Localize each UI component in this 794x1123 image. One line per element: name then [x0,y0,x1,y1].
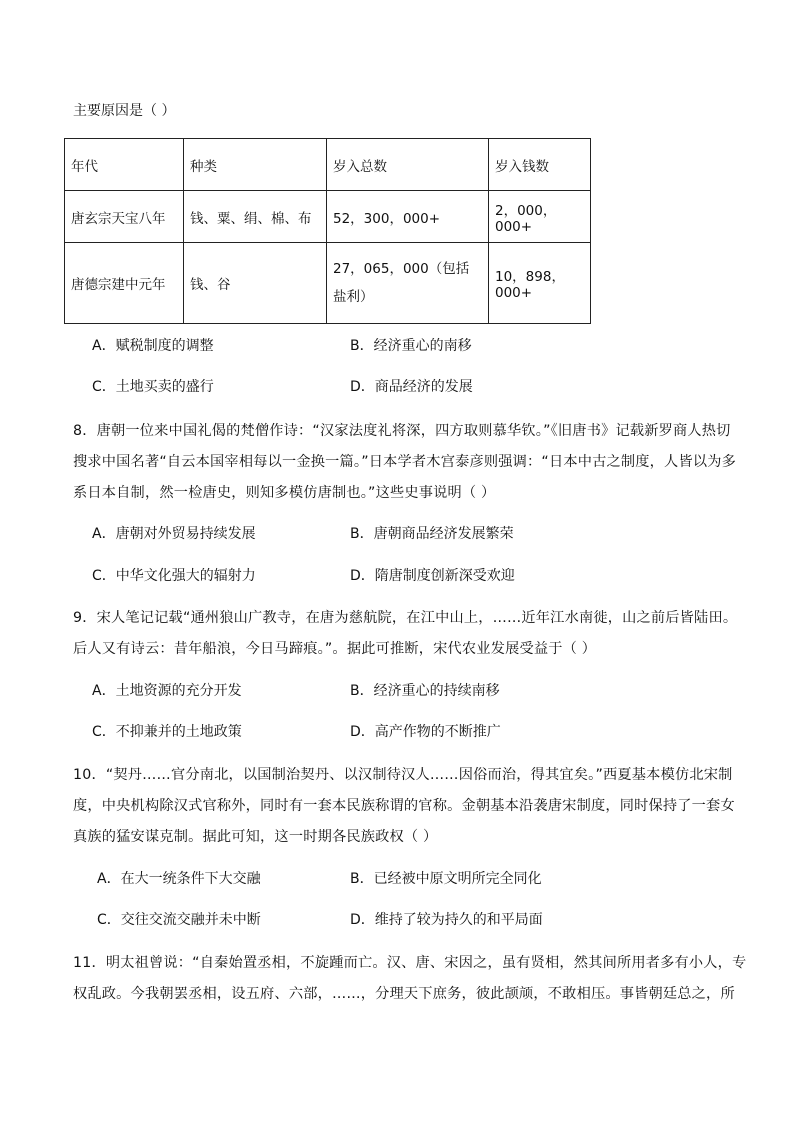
q10-line-3: 真族的猛安谋克制。据此可知，这一时期各民族政权（ ） [73,829,438,845]
header-era: 年代 [65,139,184,191]
q9-line-2: 后人又有诗云：昔年船浪，今日马蹄痕。”。据此可推断，宋代农业发展受益于（ ） [73,641,597,657]
q9-option-a[interactable]: A．土地资源的充分开发 [92,683,242,699]
cell-type: 钱、粟、绢、棉、布 [184,191,327,243]
cell-era: 唐德宗建中元年 [65,243,184,324]
header-type: 种类 [184,139,327,191]
q9-option-b[interactable]: B．经济重心的持续南移 [350,683,500,699]
q7-option-b[interactable]: B．经济重心的南移 [350,338,472,354]
q8-option-d[interactable]: D．隋唐制度创新深受欢迎 [350,568,515,584]
cell-type: 钱、谷 [184,243,327,324]
cell-money: 2，000，000+ [489,191,591,243]
q8-line-1: 8．唐朝一位来中国礼偈的梵僧作诗：“汉家法度礼将深，四方取则慕华钦。”《旧唐书》记载新罗商人热切 [73,423,731,439]
cell-era: 唐玄宗天宝八年 [65,191,184,243]
q7-option-a[interactable]: A．赋税制度的调整 [92,338,214,354]
q9-option-c[interactable]: C．不抑兼并的土地政策 [92,724,242,740]
q11-line-1: 11．明太祖曾说：“自秦始置丞相，不旋踵而亡。汉、唐、宋因之，虽有贤相，然其间所用者多有小人，专 [73,955,747,971]
q10-option-b[interactable]: B．已经被中原文明所完全同化 [350,871,542,887]
q7-revenue-table [64,138,591,324]
table-header-row [65,139,591,191]
q8-option-c[interactable]: C．中华文化强大的辐射力 [92,568,256,584]
q8-option-a[interactable]: A．唐朝对外贸易持续发展 [92,526,256,542]
q10-line-1: 10．“契丹……官分南北，以国制治契丹、以汉制待汉人……因俗而治，得其宜矣。”西夏基本模仿北宋制 [73,767,733,783]
q10-line-2: 度，中央机构除汉式官称外，同时有一套本民族称谓的官称。金朝基本沿袭唐宋制度，同时保持了一套女 [73,798,735,814]
header-money: 岁入钱数 [489,139,591,191]
q7-option-c[interactable]: C．土地买卖的盛行 [92,379,214,395]
cell-total: 27，065，000（包括盐利） [327,243,489,324]
q9-option-d[interactable]: D．高产作物的不断推广 [350,724,501,740]
q11-line-2: 权乱政。今我朝罢丞相，设五府、六部，……，分理天下庶务，彼此颉颃，不敢相压。事皆朝廷总之，所 [73,986,735,1002]
q10-option-d[interactable]: D．维持了较为持久的和平局面 [350,912,543,928]
q9-line-1: 9．宋人笔记记载“通州狼山广教寺，在唐为慈航院，在江中山上，……近年江水南徙，山之前后皆陆田。 [73,610,738,626]
cell-total: 52，300，000+ [327,191,489,243]
q7-stem-tail: 主要原因是（ ） [73,103,176,119]
table-row [65,243,591,324]
q8-line-2: 搜求中国名著“自云本国宰相每以一金换一篇。”日本学者木宫泰彦则强调：“日本中古之制度，人皆以为多 [73,454,736,470]
cell-money: 10，898，000+ [489,243,591,324]
header-total: 岁入总数 [327,139,489,191]
q8-line-3: 系日本自制，然一检唐史，则知多模仿唐制也。”这些史事说明（ ） [73,485,496,501]
q8-option-b[interactable]: B．唐朝商品经济发展繁荣 [350,526,514,542]
q10-option-c[interactable]: C．交往交流交融并未中断 [97,912,261,928]
table-row [65,191,591,243]
q7-option-d[interactable]: D．商品经济的发展 [350,379,473,395]
q10-option-a[interactable]: A．在大一统条件下大交融 [97,871,261,887]
